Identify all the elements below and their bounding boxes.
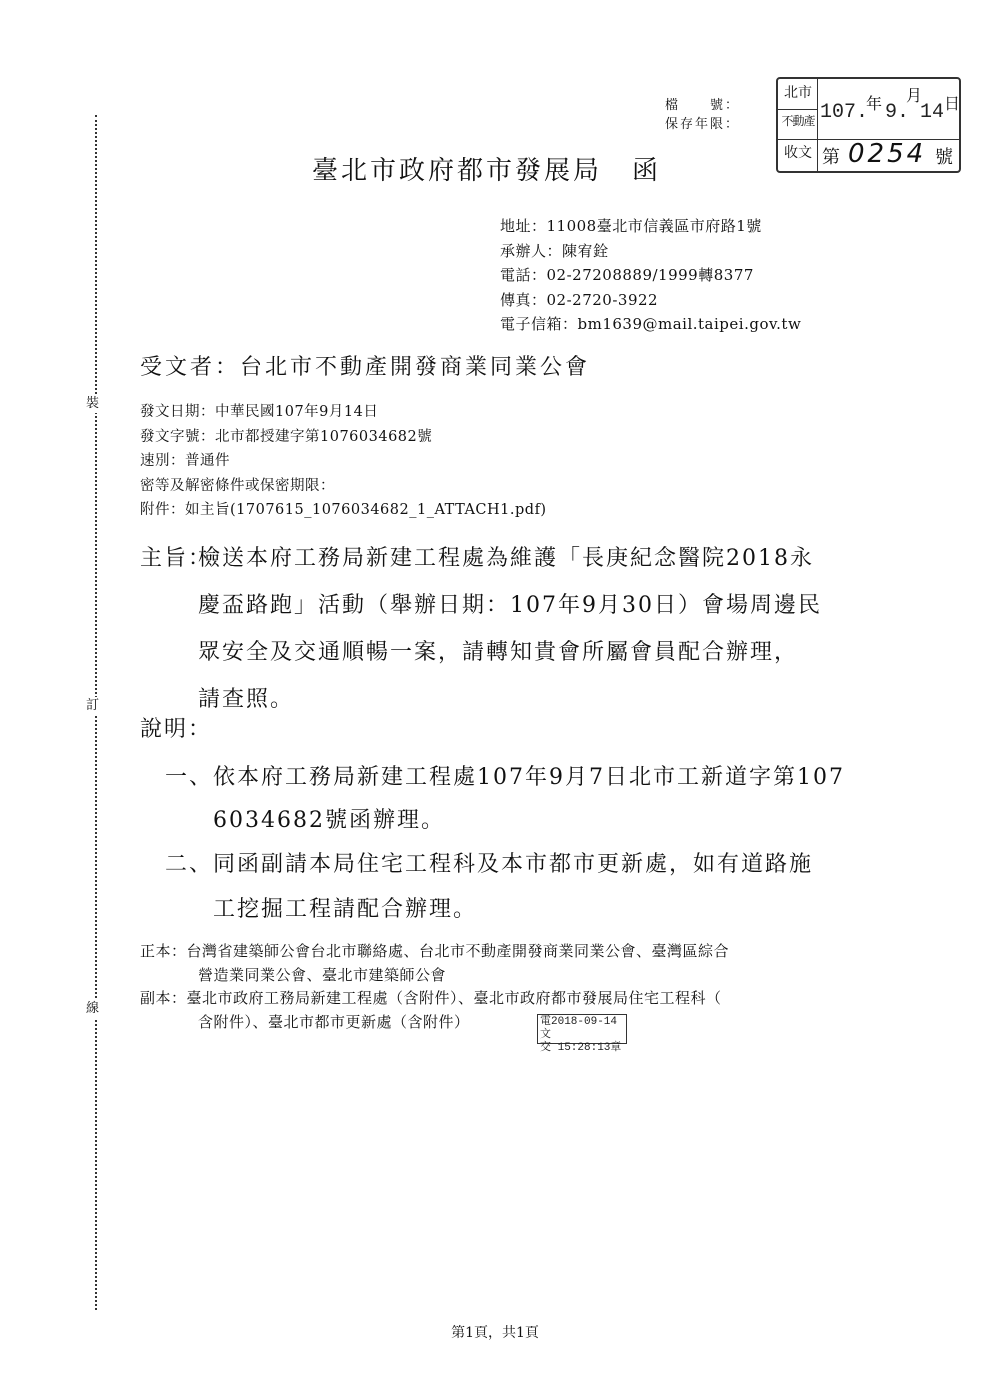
contact-officer: 承辦人：陳宥銓 — [500, 241, 609, 260]
distribution-block — [140, 940, 729, 1034]
stamp-doc-label: 收文 — [784, 145, 812, 161]
stamp-day-unit: 日 — [944, 94, 961, 113]
archive-info — [665, 96, 740, 134]
contact-email: 電子信箱：bm1639@mail.taipei.gov.tw — [500, 315, 802, 333]
stamp-month: 9. — [885, 101, 910, 124]
item-line: 依本府工務局新建工程處107年9月7日北市工新道字第107 — [213, 765, 845, 790]
e-stamp-line: 交 15:28:13章 — [540, 1042, 622, 1054]
contact-fax: 傳真：02-2720-3922 — [500, 290, 659, 309]
e-stamp-line: 電2018-09-14文 — [540, 1016, 618, 1041]
subject-line: 眾安全及交通順暢一案，請轉知貴會所屬會員配合辦理， — [198, 640, 799, 665]
cc-line: 臺北市政府工務局新建工程處（含附件）、臺北市政府都市發展局住宅工程科（ — [186, 989, 722, 1007]
binding-mark-zhuang: 裝 — [86, 396, 100, 411]
main-copy-label: 正本： — [140, 942, 187, 960]
contact-phone: 電話：02-27208889/1999轉8377 — [500, 266, 754, 284]
cc-label: 副本： — [140, 989, 187, 1007]
stamp-divider — [778, 109, 818, 110]
main-copy-line: 營造業同業公會、臺北市建築師公會 — [198, 965, 447, 984]
document-number: 發文字號：北市都授建字第1076034682號 — [140, 428, 433, 445]
subject-line: 檢送本府工務局新建工程處為維護「長庚紀念醫院2018永 — [198, 546, 814, 571]
stamp-number-prefix: 第 — [822, 147, 840, 168]
document-title — [312, 150, 661, 187]
cc-row — [140, 1011, 729, 1035]
stamp-dept-label: 不動產 — [781, 114, 815, 128]
stamp-number-suffix: 號 — [935, 147, 953, 168]
item-line: 同函副請本局住宅工程科及本市都市更新處，如有道路施 — [213, 852, 814, 877]
recipient: 受文者：台北市不動產開發商業同業公會 — [140, 355, 591, 380]
binding-mark-xian: 線 — [86, 1001, 100, 1016]
stamp-number: 0254 — [848, 139, 927, 169]
file-number-label: 檔 號： — [665, 98, 741, 113]
stamp-org-label: 北市 — [784, 85, 812, 101]
stamp-year: 107. — [820, 101, 869, 124]
main-copy-line: 台灣省建築師公會台北市聯絡處、台北市不動產開發商業同業公會、臺灣區綜合 — [186, 942, 730, 960]
confidentiality: 密等及解密條件或保密期限： — [140, 477, 335, 494]
item-number: 二、 — [165, 852, 214, 877]
main-copy-row — [140, 940, 729, 964]
retention-period-label: 保存年限： — [665, 117, 741, 132]
main-copy-row — [140, 964, 729, 988]
attachment: 附件：如主旨(1707615_1076034682_1_ATTACH1.pdf) — [140, 502, 547, 518]
binding-mark-ding: 訂 — [86, 698, 100, 713]
subject-line: 請查照。 — [198, 687, 295, 712]
agency-name: 臺北市政府都市發展局 — [312, 156, 603, 186]
page-footer: 第1頁，共1頁 — [451, 1325, 539, 1341]
electronic-exchange-stamp — [537, 1014, 627, 1054]
contact-address: 地址：11008臺北市信義區市府路1號 — [500, 217, 762, 235]
item-line: 6034682號函辦理。 — [213, 808, 445, 833]
item-line: 工挖掘工程請配合辦理。 — [213, 897, 478, 922]
contact-block — [500, 214, 801, 337]
cc-row — [140, 987, 729, 1011]
cc-line: 含附件）、臺北市都市更新處（含附件） — [198, 1012, 470, 1031]
urgency: 速別：普通件 — [140, 453, 230, 469]
explanation-label: 說明： — [140, 717, 213, 742]
subject-line: 慶盃路跑」活動（舉辦日期：107年9月30日）會場周邊民 — [198, 593, 822, 618]
subject-label: 主旨： — [140, 546, 213, 571]
stamp-year-unit: 年 — [866, 94, 883, 113]
issue-date: 發文日期：中華民國107年9月14日 — [140, 404, 379, 420]
stamp-day: 14 — [920, 101, 945, 124]
receipt-stamp — [776, 77, 961, 173]
item-number: 一、 — [165, 765, 214, 790]
stamp-month-unit: 月 — [906, 86, 923, 105]
document-type: 函 — [632, 156, 662, 186]
document-meta — [140, 400, 547, 523]
